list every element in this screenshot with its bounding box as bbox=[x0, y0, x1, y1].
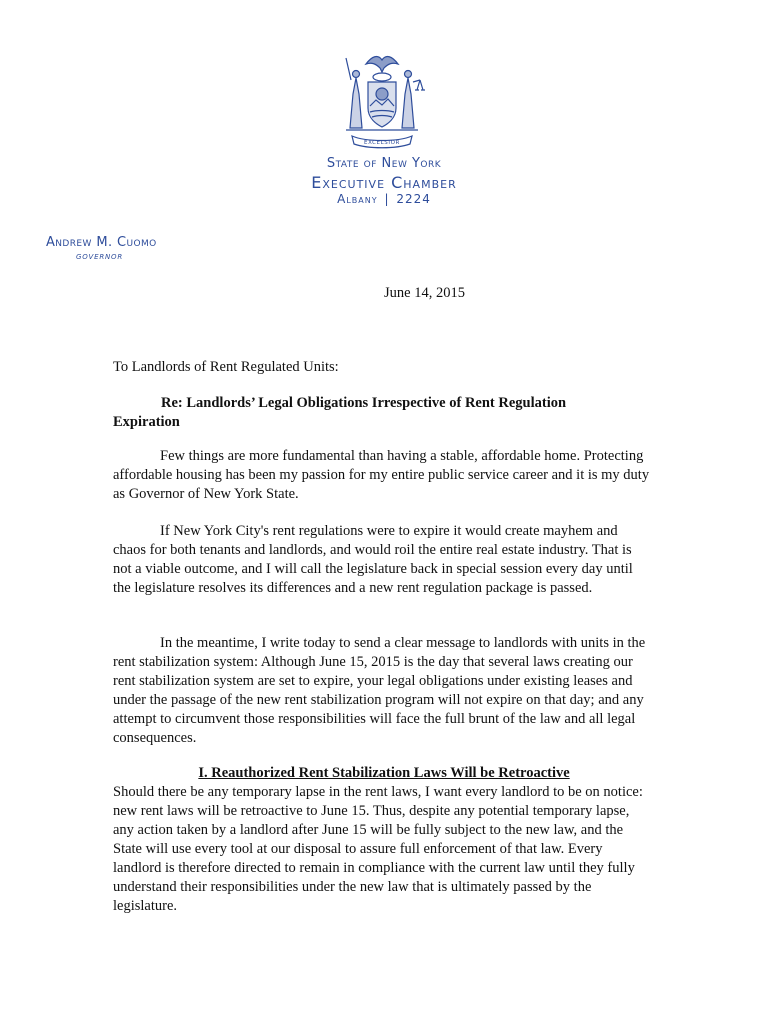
letterhead-state: State of New York bbox=[326, 156, 442, 171]
letterhead-separator: | bbox=[384, 192, 390, 206]
paragraph-3 bbox=[113, 634, 653, 748]
governor-title: governor bbox=[76, 251, 124, 262]
svg-text:EXCELSIOR: EXCELSIOR bbox=[364, 140, 400, 146]
letterhead-chamber: Executive Chamber bbox=[311, 173, 457, 192]
letter-date: June 14, 2015 bbox=[384, 285, 465, 301]
paragraph-1-text: Few things are more fundamental than having a stable, affordable home. Protecting affordable housing has been my passion for my entire public service career and it is my duty as Governor of New York State. bbox=[113, 448, 650, 502]
re-line bbox=[113, 394, 633, 432]
paragraph-4: Should there be any temporary lapse in the rent laws, I want every landlord to be on notice: new rent laws will be retroactive to June 15. Thus, despite any potential temporary lapse, any action taken by a landlord after June 15 will be fully subject to the new law, and the State will use every tool at our disposal to assure full enforcement of that law. Every landlord is therefore directed to remain in compliance with the current law until they fully understand their responsibilities under the new law that is ultimately passed by the legislature. bbox=[113, 784, 643, 914]
paragraph-3-text: In the meantime, I write today to send a clear message to landlords with units in the rent stabilization system: Although June 15, 2015 is the day that several laws creating our rent stabilization system are set to expire, your legal obligations under existing leases and under the passage of the new rent stabilization program will not expire on that day; and any attempt to circumvent those responsibilities will face the full brunt of the law and all legal consequences. bbox=[113, 635, 646, 746]
paragraph-1 bbox=[113, 447, 653, 504]
new-york-state-seal-icon bbox=[336, 50, 428, 152]
paragraph-2-text: If New York City's rent regulations were to expire it would create mayhem and chaos for both tenants and landlords, and would roil the entire real estate industry. That is not a viable outcome, and I will call the legislature back in special session every day until the legislature resolves its differences and a new rent regulation package is passed. bbox=[113, 523, 633, 596]
letterhead-zip: 2224 bbox=[396, 192, 431, 206]
letterhead-address bbox=[0, 192, 768, 206]
section-1-heading: I. Reauthorized Rent Stabilization Laws Will be Retroactive bbox=[198, 765, 570, 781]
letterhead-city: Albany bbox=[337, 192, 378, 206]
salutation: To Landlords of Rent Regulated Units: bbox=[113, 359, 339, 375]
re-line-text: Re: Landlords’ Legal Obligations Irrespective of Rent Regulation Expiration bbox=[113, 395, 567, 430]
paragraph-2 bbox=[113, 522, 653, 598]
governor-name: Andrew M. Cuomo bbox=[46, 235, 157, 250]
